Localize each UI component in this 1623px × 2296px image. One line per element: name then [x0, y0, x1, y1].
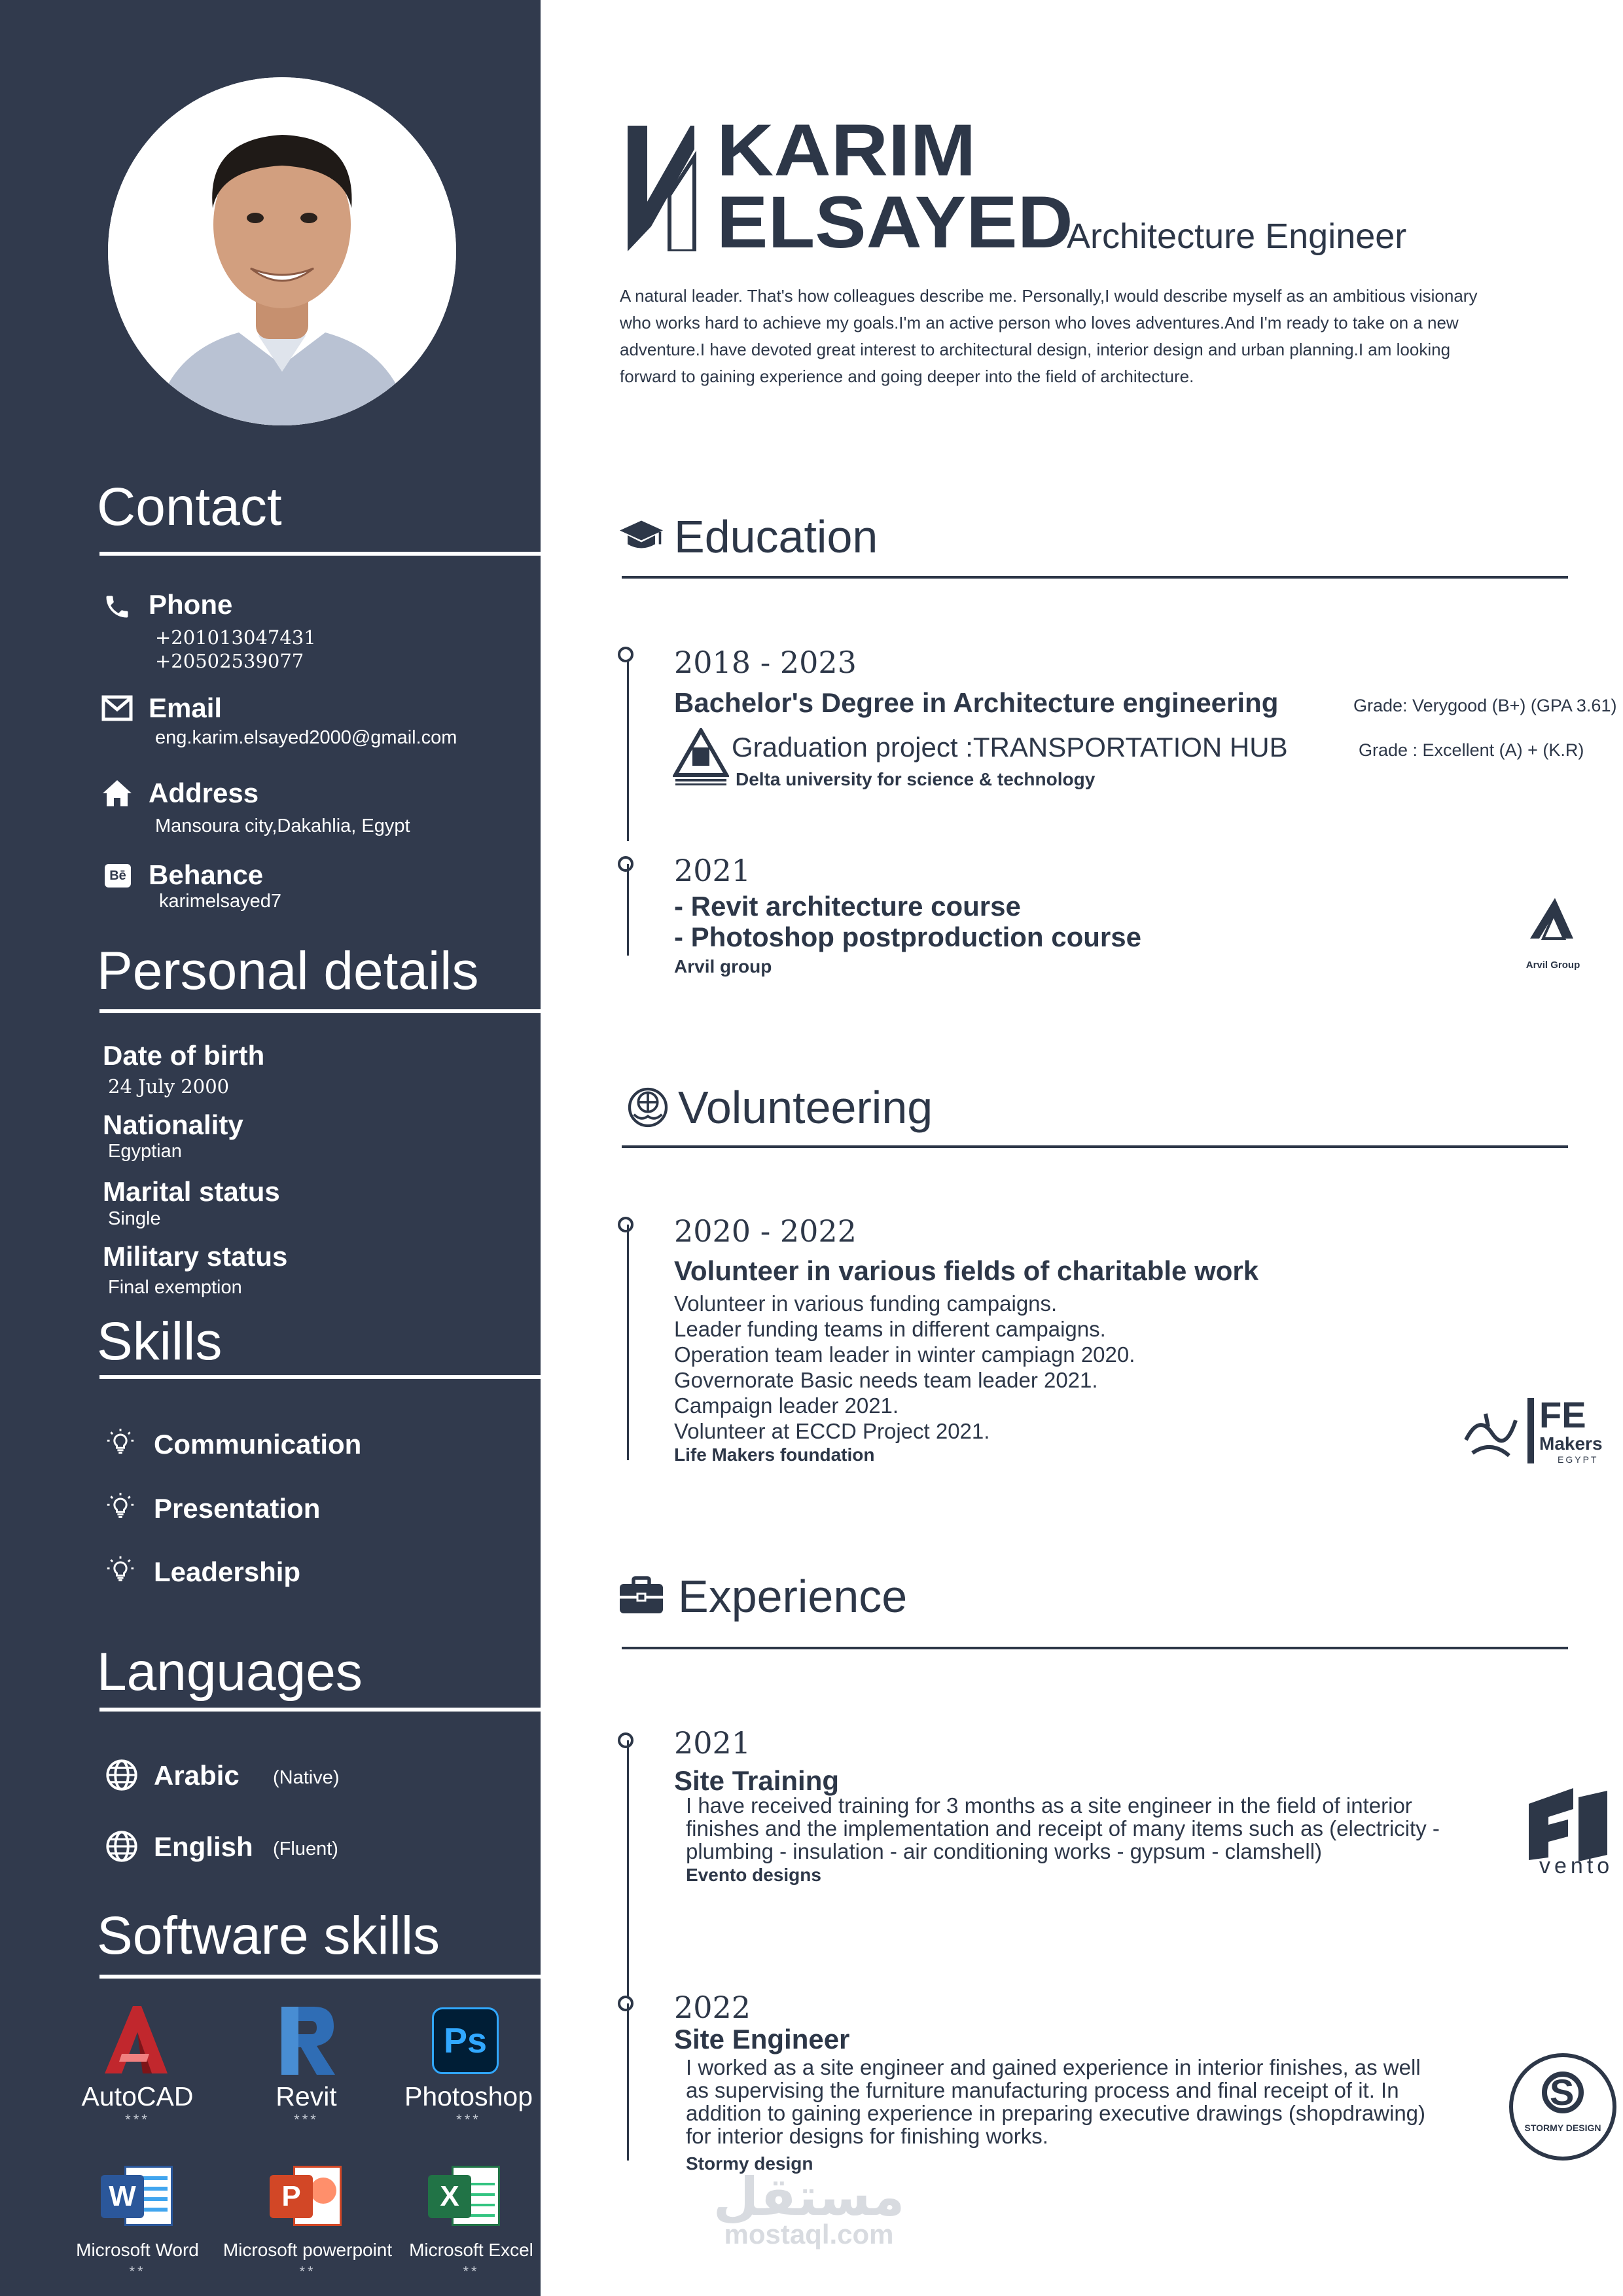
- life-makers-logo-egypt: EGYPT: [1558, 1454, 1599, 1465]
- photoshop-icon: Ps: [432, 2007, 499, 2074]
- excel-icon: X: [425, 2163, 503, 2229]
- lightbulb-icon: [106, 1427, 135, 1456]
- volunteering-item: Leader funding teams in different campaigns.: [674, 1317, 1106, 1341]
- arvil-group-logo-label: Arvil Group: [1525, 960, 1580, 971]
- timeline-dot: [618, 1732, 633, 1748]
- course-photoshop: - Photoshop postproduction course: [674, 922, 1141, 952]
- nationality-value: Egyptian: [108, 1141, 182, 1162]
- software-photoshop-name: Photoshop: [404, 2081, 533, 2111]
- timeline-dot: [618, 856, 633, 872]
- course-institution: Arvil group: [674, 956, 772, 977]
- languages-heading: Languages: [97, 1642, 363, 1702]
- software-photoshop-rating: ***: [456, 2111, 481, 2128]
- volunteering-item: Operation team leader in winter campiagn 2020.: [674, 1342, 1135, 1367]
- behance-username[interactable]: karimelsayed7: [159, 891, 281, 912]
- experience-heading: Experience: [678, 1571, 908, 1622]
- experience-timeline: [627, 1740, 629, 2012]
- timeline-dot: [618, 1996, 633, 2011]
- word-icon: W: [98, 2163, 175, 2229]
- personal-details-divider: [99, 1009, 541, 1013]
- education-timeline: [627, 655, 629, 841]
- marital-status-value: Single: [108, 1208, 161, 1229]
- summary-line: A natural leader. That's how colleagues describe me. Personally,I would describe myself as an ambitious visionary: [620, 286, 1478, 306]
- summary-line: who works hard to achieve my goals.I'm an active person who loves adventures.And I'm ready to take on a new: [620, 313, 1459, 332]
- software-autocad-name: AutoCAD: [81, 2081, 194, 2111]
- course-revit: - Revit architecture course: [674, 891, 1021, 922]
- experience-divider: [622, 1647, 1568, 1649]
- personal-details-heading: Personal details: [97, 941, 479, 1001]
- contact-heading: Contact: [97, 477, 282, 537]
- dob-label: Date of birth: [103, 1040, 265, 1071]
- nationality-label: Nationality: [103, 1109, 243, 1140]
- military-status-value: Final exemption: [108, 1277, 242, 1298]
- phone-number-1[interactable]: +201013047431: [155, 626, 316, 649]
- autocad-icon: [103, 2003, 169, 2075]
- software-powerpoint-name: Microsoft powerpoint: [223, 2240, 393, 2260]
- software-revit-rating: ***: [294, 2111, 319, 2128]
- timeline-dot: [618, 647, 633, 662]
- globe-icon: [105, 1829, 139, 1863]
- volunteering-item: Governorate Basic needs team leader 2021.: [674, 1368, 1098, 1392]
- software-excel-rating: **: [463, 2263, 480, 2280]
- email-address[interactable]: eng.karim.elsayed2000@gmail.com: [155, 727, 457, 748]
- experience-detail-line: I worked as a site engineer and gained experience in interior finishes, as well: [686, 2055, 1421, 2079]
- education-degree: Bachelor's Degree in Architecture engineering: [674, 687, 1279, 718]
- name-first: KARIM: [717, 109, 976, 191]
- globe-hands-icon: [627, 1086, 669, 1128]
- military-status-label: Military status: [103, 1241, 288, 1272]
- volunteering-heading: Volunteering: [678, 1082, 933, 1133]
- contact-divider: [99, 552, 541, 556]
- name-last: ELSAYED: [717, 181, 1073, 263]
- language-arabic-level: (Native): [273, 1767, 340, 1788]
- volunteering-item: Volunteer at ECCD Project 2021.: [674, 1419, 990, 1443]
- software-revit-name: Revit: [276, 2081, 337, 2111]
- evento-logo: [1516, 1784, 1616, 1880]
- skills-heading: Skills: [97, 1312, 223, 1371]
- volunteering-org: Life Makers foundation: [674, 1444, 875, 1465]
- languages-divider: [99, 1708, 541, 1712]
- stormy-design-logo: S STORMY DESIGN: [1509, 2053, 1616, 2161]
- profile-photo-illustration: [108, 77, 456, 425]
- education-grade-gpa: Grade: Verygood (B+) (GPA 3.61): [1353, 696, 1617, 715]
- experience-org-2: Stormy design: [686, 2153, 813, 2174]
- education-timeline: [627, 864, 629, 956]
- evento-logo-mark: [1516, 1784, 1616, 1863]
- experience-detail-line: I have received training for 3 months as a site engineer in the field of interior: [686, 1793, 1412, 1818]
- software-skills-divider: [99, 1975, 541, 1979]
- experience-year-1: 2021: [674, 1725, 751, 1761]
- timeline-dot: [618, 1217, 633, 1232]
- volunteering-title: Volunteer in various fields of charitable work: [674, 1255, 1259, 1286]
- summary-line: adventure.I have devoted great interest to architectural design, interior design and urban planning.I am looking: [620, 340, 1451, 359]
- email-icon: [101, 695, 133, 721]
- watermark-latin: mostaql.com: [724, 2219, 894, 2250]
- marital-status-label: Marital status: [103, 1176, 280, 1207]
- summary-line: forward to gaining experience and going deeper into the field of architecture.: [620, 367, 1194, 386]
- experience-detail-line: finishes and the implementation and receipt of many items such as (electricity -: [686, 1816, 1440, 1840]
- experience-detail-line: for interior designs for finishing works.: [686, 2124, 1048, 2148]
- behance-label: Behance: [149, 859, 264, 890]
- skills-divider: [99, 1375, 541, 1379]
- skill-leadership: Leadership: [154, 1556, 301, 1587]
- language-arabic: Arabic: [154, 1760, 240, 1791]
- profile-photo: [108, 77, 456, 425]
- phone-number-2[interactable]: +20502539077: [155, 650, 304, 672]
- language-english: English: [154, 1831, 253, 1862]
- email-label: Email: [149, 692, 223, 723]
- software-excel-name: Microsoft Excel: [409, 2240, 533, 2260]
- skill-communication: Communication: [154, 1429, 362, 1460]
- volunteering-years: 2020 - 2022: [674, 1213, 857, 1249]
- education-years-1: 2018 - 2023: [674, 645, 857, 680]
- education-institution: Delta university for science & technology: [736, 769, 1096, 789]
- evento-logo-text: vento: [1539, 1854, 1614, 1878]
- volunteering-divider: [622, 1145, 1568, 1148]
- experience-org-1: Evento designs: [686, 1865, 821, 1885]
- experience-title-1: Site Training: [674, 1765, 840, 1796]
- skill-presentation: Presentation: [154, 1493, 321, 1524]
- experience-timeline: [627, 2003, 629, 2161]
- software-skills-heading: Software skills: [97, 1906, 440, 1965]
- arvil-group-logo: [1527, 895, 1576, 958]
- volunteering-item: Campaign leader 2021.: [674, 1393, 899, 1418]
- software-word-rating: **: [129, 2263, 146, 2280]
- software-powerpoint-rating: **: [299, 2263, 316, 2280]
- language-english-level: (Fluent): [273, 1839, 338, 1859]
- behance-icon: Bē: [105, 864, 131, 888]
- experience-detail-line: plumbing - insulation - air conditioning works - gypsum - clamshell): [686, 1839, 1323, 1863]
- watermark-arabic: مستقل: [713, 2166, 905, 2227]
- graduation-project: Graduation project :TRANSPORTATION HUB: [732, 732, 1288, 762]
- volunteering-item: Volunteer in various funding campaigns.: [674, 1291, 1058, 1316]
- address-label: Address: [149, 778, 259, 808]
- job-title: Architecture Engineer: [1067, 217, 1407, 256]
- phone-icon: [103, 592, 132, 621]
- phone-label: Phone: [149, 589, 233, 620]
- experience-details-2: [686, 2056, 1425, 2147]
- address-value: Mansoura city,Dakahlia, Egypt: [155, 816, 410, 836]
- education-grade-project: Grade : Excellent (A) + (K.R): [1359, 740, 1584, 760]
- revit-icon: [274, 2004, 339, 2076]
- education-divider: [622, 576, 1568, 579]
- globe-icon: [105, 1758, 139, 1792]
- life-makers-logo-makers: Makers: [1539, 1433, 1603, 1454]
- summary: [620, 283, 1477, 390]
- software-autocad-rating: ***: [125, 2111, 150, 2128]
- dob-value: 24 July 2000: [108, 1075, 230, 1098]
- life-makers-logo: [1459, 1395, 1610, 1469]
- graduation-cap-icon: [618, 518, 665, 556]
- experience-detail-line: as supervising the furniture manufacturing process and final receipt of it. In: [686, 2078, 1399, 2102]
- education-heading: Education: [674, 511, 878, 562]
- sidebar: [0, 0, 541, 2296]
- volunteering-details: [674, 1291, 1135, 1444]
- software-word-name: Microsoft Word: [76, 2240, 199, 2260]
- lightbulb-icon: [106, 1555, 135, 1584]
- experience-title-2: Site Engineer: [674, 2024, 850, 2054]
- education-years-2: 2021: [674, 853, 751, 888]
- experience-details-1: [686, 1794, 1440, 1863]
- delta-university-logo: [673, 728, 729, 787]
- home-icon: [101, 779, 133, 808]
- volunteering-timeline: [627, 1225, 629, 1460]
- lightbulb-icon: [106, 1492, 135, 1520]
- experience-year-2: 2022: [674, 1990, 751, 2025]
- powerpoint-icon: P: [267, 2163, 344, 2229]
- life-makers-logo-fe: FE: [1539, 1394, 1586, 1435]
- name-monogram-logo: [625, 123, 697, 251]
- stormy-design-logo-text: STORMY DESIGN: [1524, 2123, 1601, 2133]
- briefcase-icon: [618, 1576, 665, 1615]
- experience-detail-line: addition to gaining experience in preparing executive drawings (shopdrawing): [686, 2101, 1426, 2125]
- arabic-calligraphy-mark: [1459, 1401, 1522, 1463]
